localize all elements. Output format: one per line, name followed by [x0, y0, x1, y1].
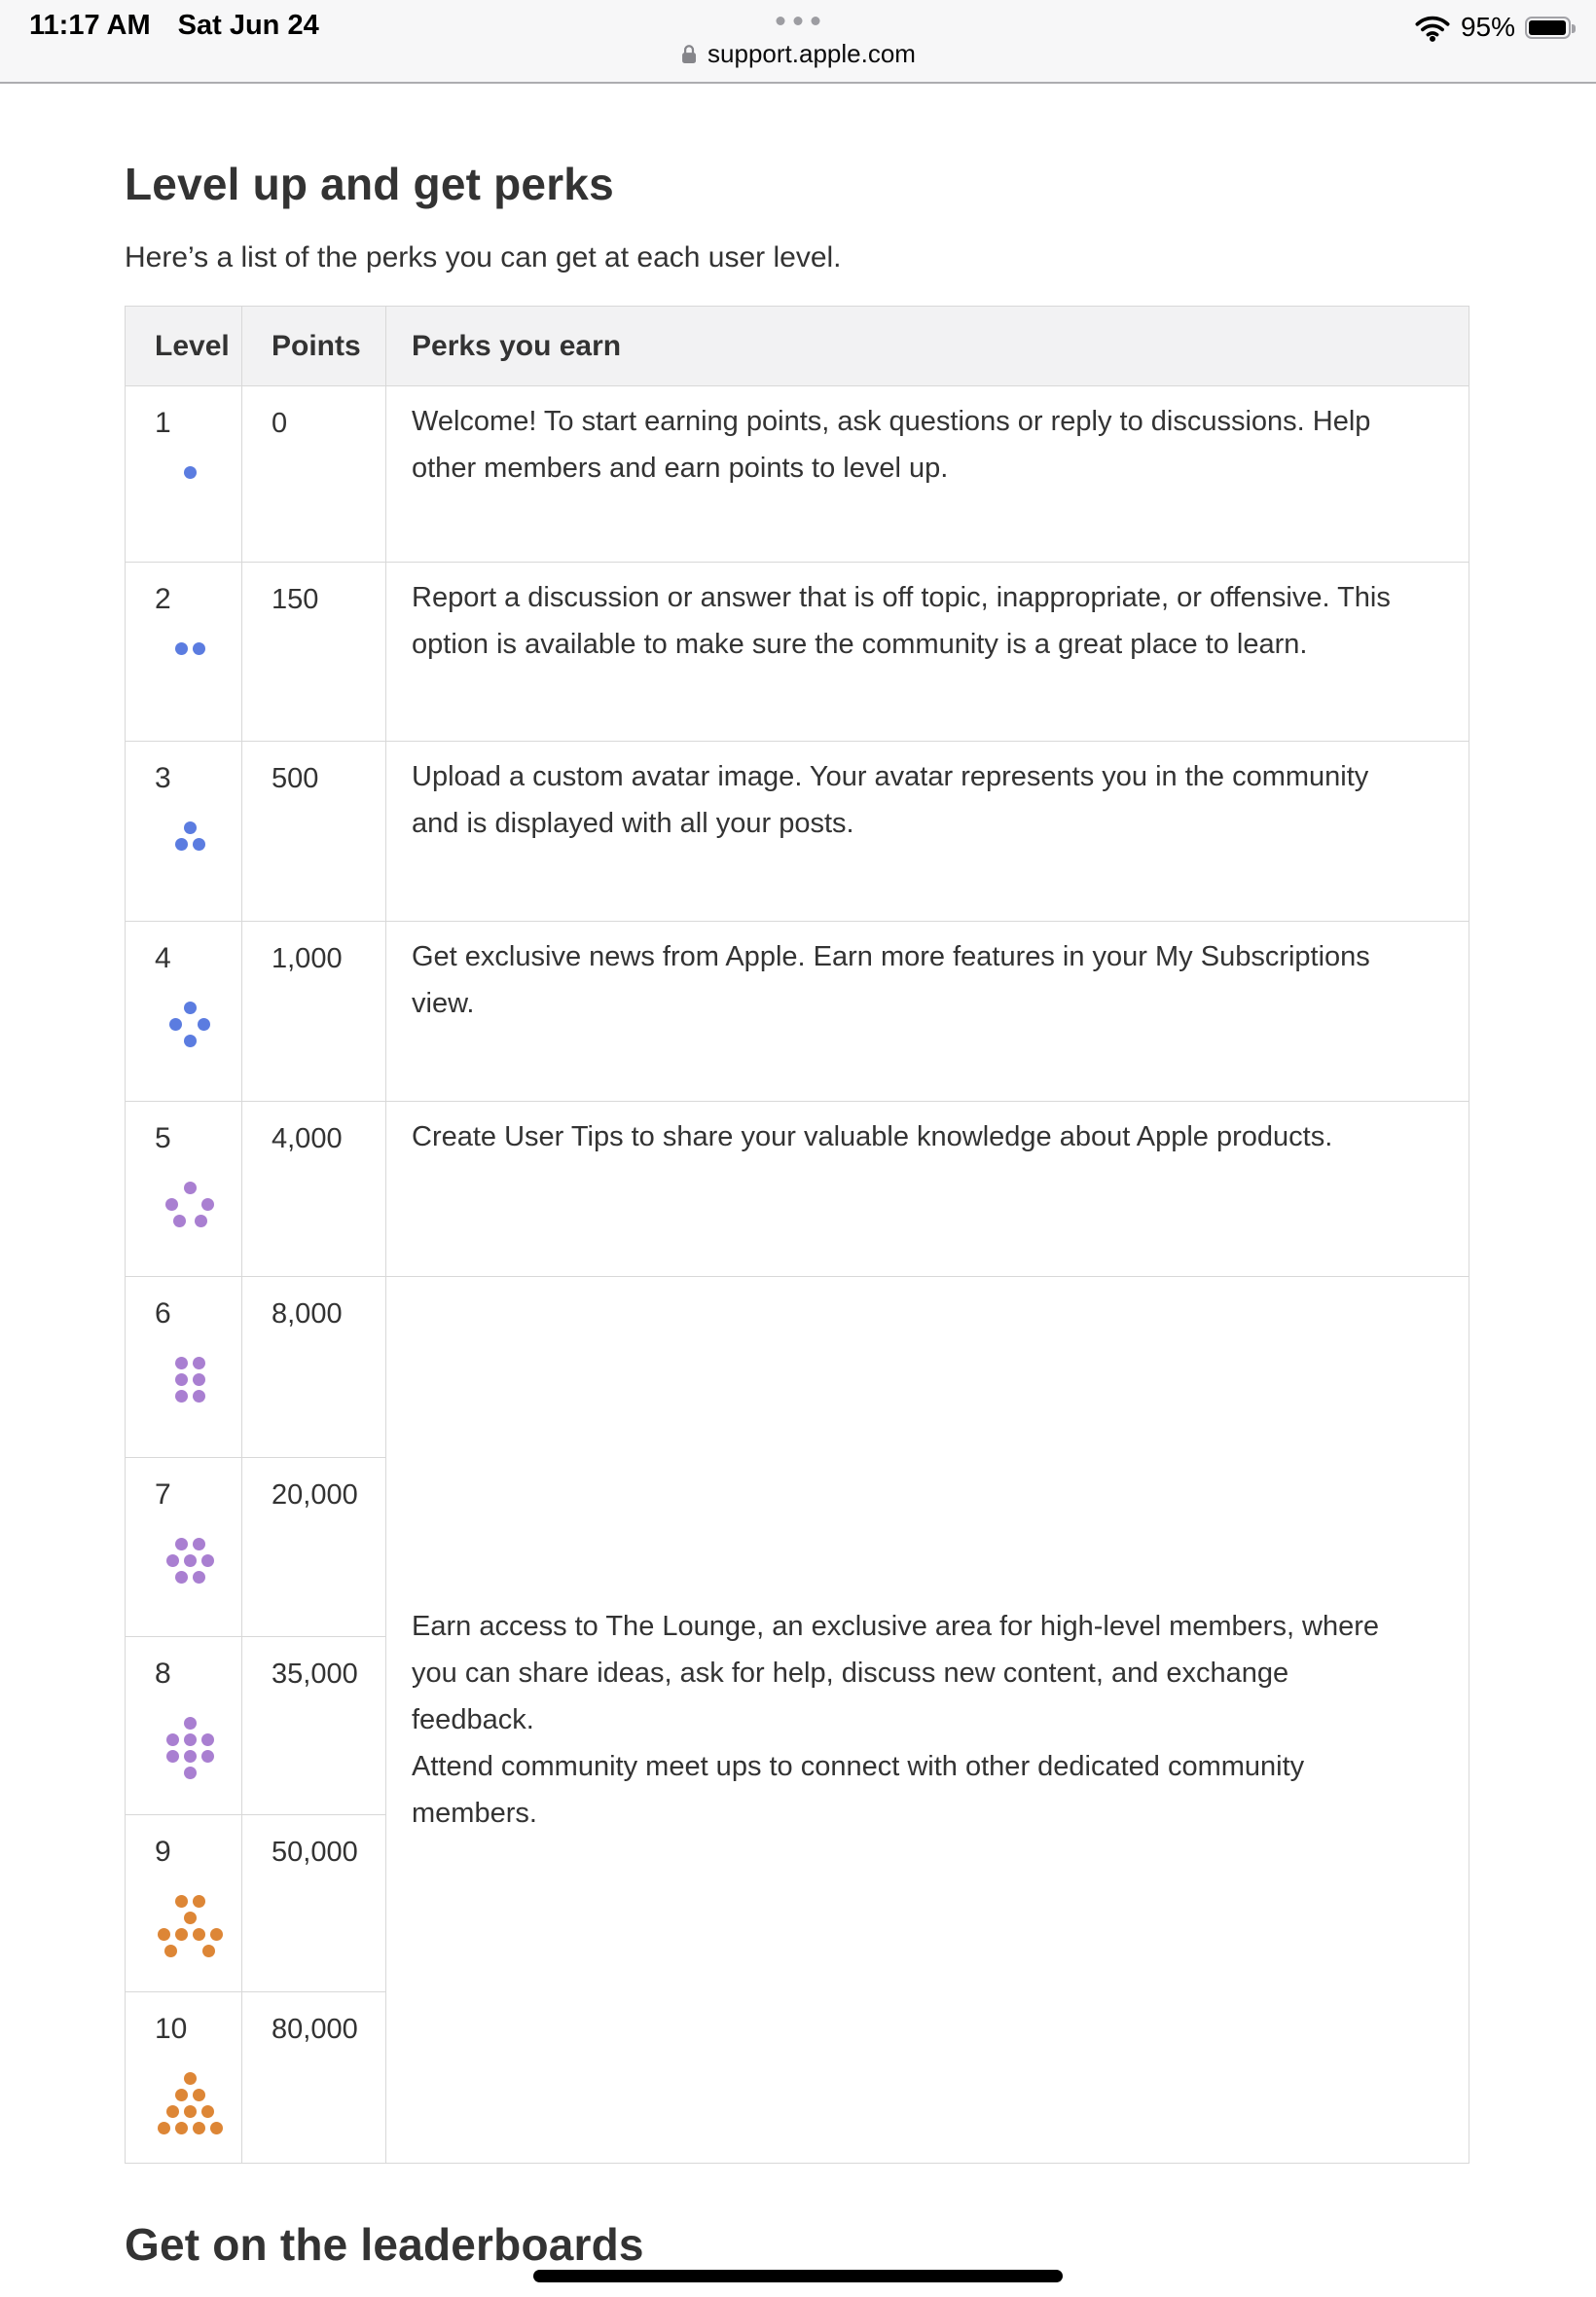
col-header-level: Level — [126, 307, 242, 386]
page-content — [0, 84, 1596, 2271]
level-number: 7 — [155, 1478, 171, 1512]
dot — [184, 1554, 197, 1567]
level-dots-icon — [155, 466, 225, 479]
level-number: 10 — [155, 2013, 188, 2046]
battery-fill — [1529, 20, 1566, 35]
page-dot — [777, 17, 785, 25]
battery-icon — [1525, 17, 1571, 39]
dot — [158, 2122, 170, 2134]
dot — [193, 642, 205, 655]
level-cell — [126, 1637, 242, 1815]
table-row — [126, 563, 1469, 742]
dot — [184, 1717, 197, 1730]
level-number: 1 — [155, 407, 171, 440]
battery-nub — [1572, 24, 1576, 33]
level-number: 9 — [155, 1836, 171, 1869]
dot — [210, 2122, 223, 2134]
dot — [201, 1750, 214, 1763]
dot — [175, 642, 188, 655]
level-cell — [126, 1102, 242, 1277]
safari-toolbar — [0, 0, 1596, 84]
level-dots-icon — [155, 1357, 225, 1403]
dot — [184, 1733, 197, 1746]
dot — [164, 1945, 177, 1957]
dot — [210, 1928, 223, 1941]
page-dots-icon[interactable] — [777, 17, 820, 25]
dot — [184, 1767, 197, 1779]
dot — [166, 1554, 179, 1567]
dot — [184, 821, 197, 834]
level-number: 3 — [155, 762, 171, 795]
dot — [158, 1928, 170, 1941]
level-cell — [126, 922, 242, 1102]
level-number: 6 — [155, 1297, 171, 1331]
dot — [201, 1733, 214, 1746]
perk-text: Upload a custom avatar image. Your avatar represents you in the community and is displayed with all your posts. — [386, 742, 1469, 922]
level-cell — [126, 1815, 242, 1992]
dot — [193, 1538, 205, 1550]
dot — [175, 1390, 188, 1403]
col-header-points: Points — [242, 307, 386, 386]
level-cell — [126, 563, 242, 742]
level-dots-icon — [155, 1895, 225, 1957]
table-row — [126, 1277, 1469, 1458]
home-indicator[interactable] — [533, 2270, 1063, 2282]
dot — [198, 1018, 210, 1031]
level-cell — [126, 386, 242, 563]
dot — [184, 1002, 197, 1014]
table-row — [126, 922, 1469, 1102]
perk-text: Welcome! To start earning points, ask questions or reply to discussions. Help other members and earn points to level up. — [386, 386, 1469, 563]
dot — [193, 838, 205, 851]
dot — [193, 2122, 205, 2134]
dot — [175, 1538, 188, 1550]
dot — [184, 1750, 197, 1763]
dot — [173, 1215, 186, 1227]
dot — [193, 1373, 205, 1386]
table-row — [126, 742, 1469, 922]
table-row — [126, 1102, 1469, 1277]
dot — [193, 1357, 205, 1369]
dot — [184, 2105, 197, 2118]
dot — [175, 1357, 188, 1369]
dot — [184, 1912, 197, 1924]
dot — [166, 1733, 179, 1746]
dot — [166, 2105, 179, 2118]
level-number: 4 — [155, 942, 171, 975]
level-number: 8 — [155, 1658, 171, 1691]
page-dot — [812, 17, 820, 25]
dot — [184, 2072, 197, 2085]
level-cell — [126, 1992, 242, 2164]
points-value: 20,000 — [242, 1458, 386, 1637]
intro-text: Here’s a list of the perks you can get at each user level. — [125, 241, 842, 274]
perk-text: Get exclusive news from Apple. Earn more features in your My Subscriptions view. — [386, 922, 1469, 1102]
dot — [175, 1373, 188, 1386]
lock-icon — [680, 43, 698, 65]
level-cell — [126, 742, 242, 922]
battery-percent: 95% — [1460, 12, 1515, 42]
dot — [201, 1554, 214, 1567]
perk-text: Create User Tips to share your valuable knowledge about Apple products. — [386, 1102, 1469, 1277]
level-cell — [126, 1458, 242, 1637]
points-value: 150 — [242, 563, 386, 742]
level-number: 5 — [155, 1122, 171, 1155]
section-title-leaderboards: Get on the leaderboards — [125, 2219, 644, 2271]
points-value: 0 — [242, 386, 386, 563]
dot — [193, 1928, 205, 1941]
status-bar-left — [29, 10, 319, 42]
dot — [169, 1018, 182, 1031]
dot — [195, 1215, 207, 1227]
dot — [165, 1198, 178, 1211]
dot — [193, 1571, 205, 1584]
points-value: 50,000 — [242, 1815, 386, 1992]
dot — [193, 2089, 205, 2101]
points-value: 8,000 — [242, 1277, 386, 1458]
perk-paragraph: Earn access to The Lounge, an exclusive area for high-level members, where you can share ideas, ask for help, discuss new content, and exchange feedback. — [412, 1611, 1380, 1736]
level-dots-icon — [155, 2072, 225, 2134]
dot — [184, 1035, 197, 1047]
points-value: 500 — [242, 742, 386, 922]
table-row — [126, 386, 1469, 563]
status-time: 11:17 AM — [29, 10, 151, 41]
perks-table — [125, 306, 1469, 2164]
level-dots-icon — [155, 1002, 225, 1047]
dot — [175, 2089, 188, 2101]
level-dots-icon — [155, 1182, 225, 1227]
dot — [201, 1198, 214, 1211]
wifi-icon — [1414, 14, 1451, 42]
status-bar-right — [1414, 12, 1571, 43]
points-value: 35,000 — [242, 1637, 386, 1815]
level-cell — [126, 1277, 242, 1458]
table-header-row — [126, 307, 1469, 386]
dot — [175, 2122, 188, 2134]
level-dots-icon — [155, 1717, 225, 1779]
perk-paragraph: Attend community meet ups to connect with other dedicated community members. — [412, 1751, 1305, 1830]
dot — [193, 1895, 205, 1908]
dot — [184, 1182, 197, 1194]
dot — [184, 466, 197, 479]
address-bar[interactable] — [680, 39, 916, 69]
points-value: 80,000 — [242, 1992, 386, 2164]
perk-text: Report a discussion or answer that is off topic, inappropriate, or offensive. This option is available to make sure the community is a great place to learn. — [386, 563, 1469, 742]
perk-text-merged — [386, 1277, 1469, 2164]
dot — [175, 1571, 188, 1584]
dot — [193, 1390, 205, 1403]
col-header-perks: Perks you earn — [386, 307, 1469, 386]
level-dots-icon — [155, 642, 225, 655]
page-dot — [794, 17, 803, 25]
level-dots-icon — [155, 821, 225, 851]
dot — [202, 1945, 215, 1957]
dot — [175, 838, 188, 851]
perks-table-body — [126, 386, 1469, 2164]
status-date: Sat Jun 24 — [177, 10, 319, 41]
url-text: support.apple.com — [707, 39, 916, 68]
points-value: 4,000 — [242, 1102, 386, 1277]
level-number: 2 — [155, 583, 171, 616]
dot — [175, 1928, 188, 1941]
dot — [201, 2105, 214, 2118]
page-title: Level up and get perks — [125, 159, 614, 209]
points-value: 1,000 — [242, 922, 386, 1102]
level-dots-icon — [155, 1538, 225, 1584]
dot — [175, 1895, 188, 1908]
dot — [166, 1750, 179, 1763]
